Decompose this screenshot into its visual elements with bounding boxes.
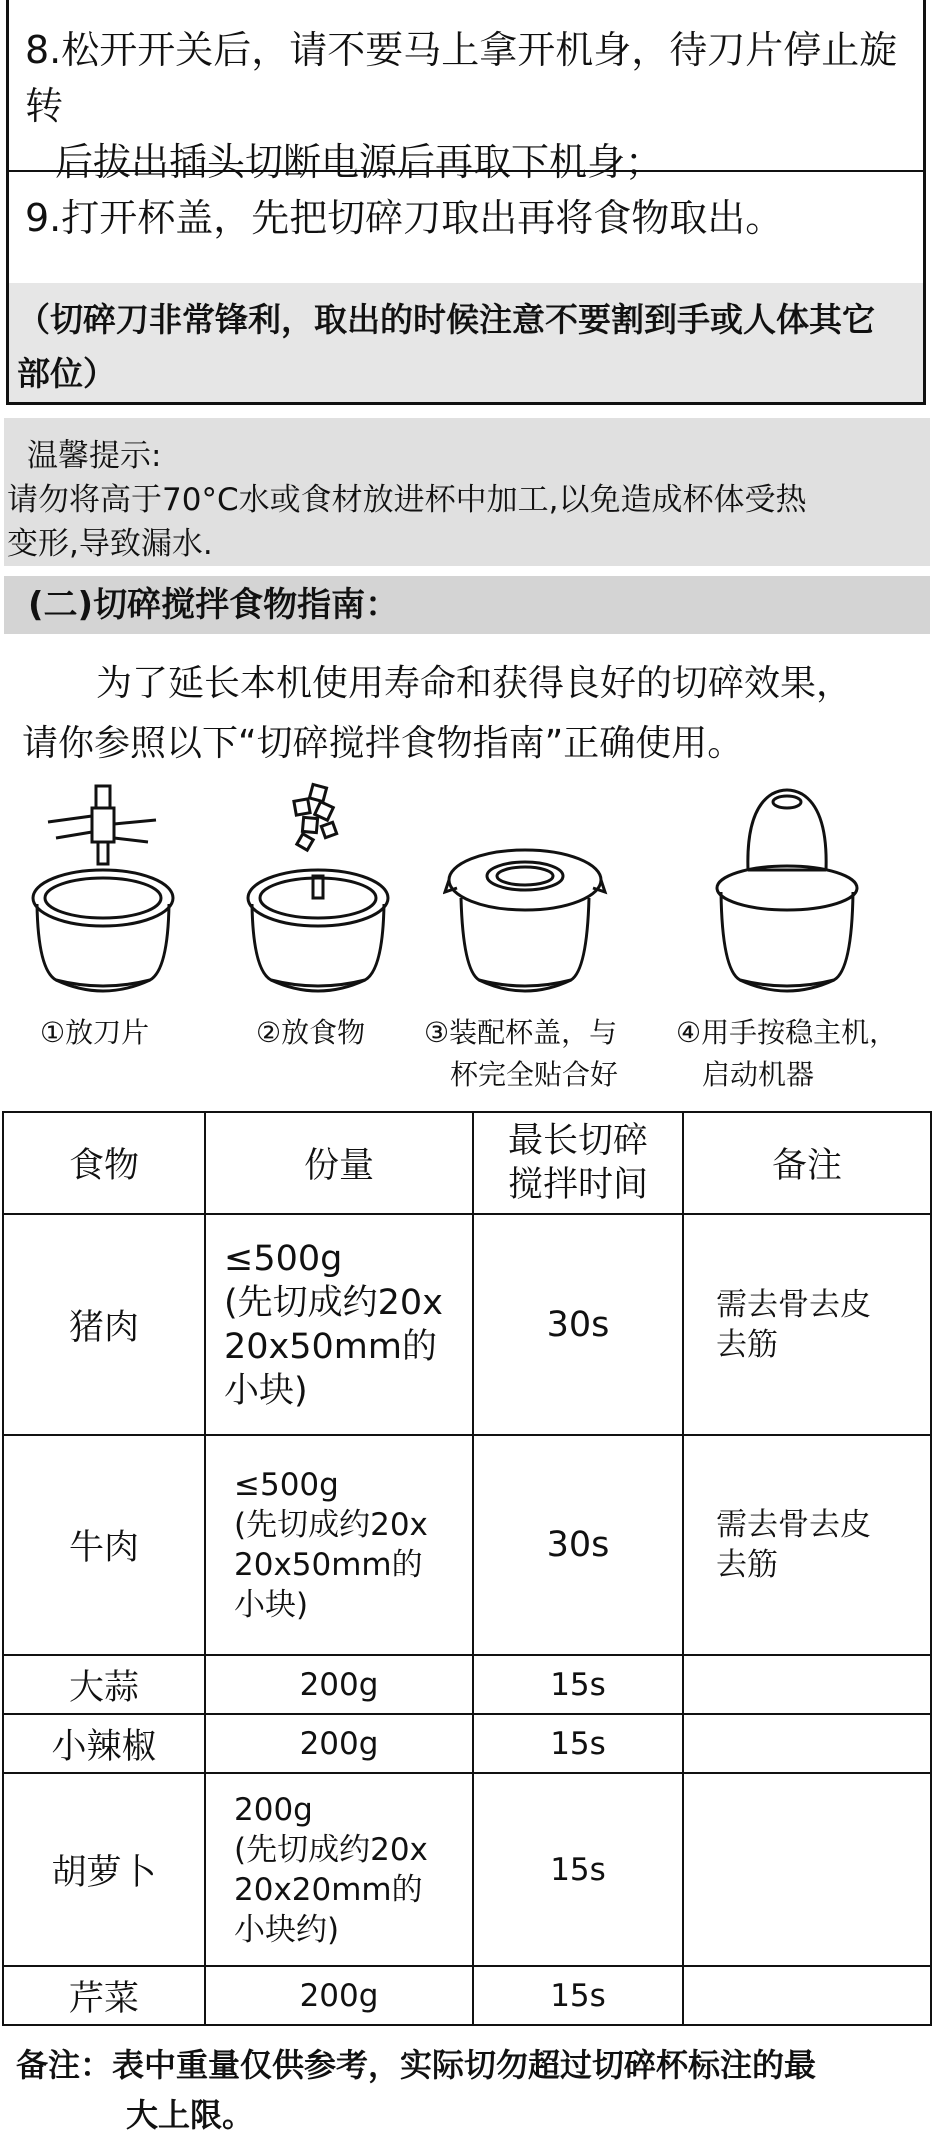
section-title: (二)切碎搅拌食物指南： xyxy=(4,576,930,634)
caption-3-line2: 杯完全贴合好 xyxy=(450,1058,619,1091)
note-line: 需去骨去皮 xyxy=(716,1507,871,1543)
steps-box xyxy=(6,0,926,405)
header-time-line1: 最长切碎 xyxy=(507,1121,648,1161)
caption-3-line1: ③装配杯盖，与 xyxy=(424,1016,618,1049)
cell-food: 小辣椒 xyxy=(3,1714,205,1773)
cell-food: 胡萝卜 xyxy=(3,1773,205,1966)
header-time xyxy=(473,1112,683,1214)
cell-time: 15s xyxy=(473,1655,683,1714)
table-row xyxy=(3,1714,931,1773)
table-row xyxy=(3,1435,931,1655)
step-9: 9.打开杯盖，先把切碎刀取出再将食物取出。 xyxy=(25,196,784,240)
intro-paragraph xyxy=(22,654,922,774)
cell-amount: 200g xyxy=(205,1966,473,2025)
caption-4-line1: ④用手按稳主机， xyxy=(676,1016,898,1049)
cell-amount xyxy=(205,1773,473,1966)
cell-note xyxy=(683,1214,931,1435)
cell-note xyxy=(683,1435,931,1655)
note-line: 去筋 xyxy=(716,1547,778,1583)
amount-line: 小块) xyxy=(234,1587,309,1623)
caption-2-line1: ②放食物 xyxy=(256,1016,366,1049)
illustration-caption-3 xyxy=(424,1012,618,1096)
amount-line: 小块约) xyxy=(234,1911,340,1948)
cell-note xyxy=(683,1773,931,1966)
tip-line1: 请勿将高于70°C水或食材放进杯中加工,以免造成杯体受热 xyxy=(7,482,807,518)
cell-time: 15s xyxy=(473,1966,683,2025)
cell-food: 牛肉 xyxy=(3,1435,205,1655)
illustration-caption-2 xyxy=(256,1012,365,1054)
table-row xyxy=(3,1214,931,1435)
note-line: 需去骨去皮 xyxy=(716,1286,871,1323)
cell-food: 大蒜 xyxy=(3,1655,205,1714)
amount-line: (先切成约20x xyxy=(234,1507,428,1543)
tip-title: 温馨提示: xyxy=(27,438,162,474)
motor-on-bowl-icon xyxy=(712,780,862,1010)
amount-line: 20x50mm的 xyxy=(224,1326,437,1367)
cell-amount: 200g xyxy=(205,1714,473,1773)
note-line: 去筋 xyxy=(716,1326,778,1363)
intro-line1: 为了延长本机使用寿命和获得良好的切碎效果， xyxy=(96,663,853,704)
amount-line: 20x20mm的 xyxy=(234,1871,423,1908)
header-note: 备注 xyxy=(683,1112,931,1214)
table-row xyxy=(3,1966,931,2025)
amount-line: (先切成约20x xyxy=(224,1282,443,1323)
cell-note xyxy=(683,1655,931,1714)
header-time-line2: 搅拌时间 xyxy=(507,1165,648,1205)
caption-1-line1: ①放刀片 xyxy=(40,1016,150,1049)
illustration-caption-1 xyxy=(40,1012,149,1054)
cell-time: 15s xyxy=(473,1773,683,1966)
cell-food: 猪肉 xyxy=(3,1214,205,1435)
amount-line: 小块) xyxy=(224,1370,308,1411)
table-row xyxy=(3,1655,931,1714)
step-8 xyxy=(25,22,915,190)
tip-line2: 变形,导致漏水. xyxy=(7,526,213,562)
caption-4-line2: 启动机器 xyxy=(702,1058,815,1091)
cell-time: 15s xyxy=(473,1714,683,1773)
amount-line: 200g xyxy=(234,1791,313,1828)
cell-amount xyxy=(205,1214,473,1435)
amount-line: ≤500g xyxy=(234,1467,339,1503)
intro-line2: 请你参照以下“切碎搅拌食物指南”正确使用。 xyxy=(22,723,744,764)
food-guide-table xyxy=(2,1111,932,2026)
amount-line: ≤500g xyxy=(224,1238,343,1279)
cell-amount xyxy=(205,1435,473,1655)
footnote-line2: 大上限。 xyxy=(126,2096,255,2134)
header-amount: 份量 xyxy=(205,1112,473,1214)
steps-divider xyxy=(9,170,923,172)
cell-note xyxy=(683,1714,931,1773)
bowl-with-lid-icon xyxy=(443,780,608,1010)
illustration-caption-4 xyxy=(676,1012,897,1096)
table-header-row xyxy=(3,1112,931,1214)
cell-note xyxy=(683,1966,931,2025)
illustration-row xyxy=(0,780,932,1095)
cell-time: 30s xyxy=(473,1214,683,1435)
blade-warning-line1: （切碎刀非常锋利，取出的时候注意不要割到手或人体其它 xyxy=(17,300,875,339)
food-in-bowl-icon xyxy=(243,780,393,1010)
cell-amount: 200g xyxy=(205,1655,473,1714)
step-8-line1: 8.松开开关后，请不要马上拿开机身，待刀片停止旋转 xyxy=(25,28,898,128)
amount-line: (先切成约20x xyxy=(234,1831,428,1868)
tip-box xyxy=(4,418,930,566)
table-row xyxy=(3,1773,931,1966)
blade-warning xyxy=(9,283,923,402)
table-footnote xyxy=(16,2040,916,2140)
amount-line: 20x50mm的 xyxy=(234,1547,423,1583)
blade-warning-line2: 部位） xyxy=(17,354,116,393)
cell-food: 芹菜 xyxy=(3,1966,205,2025)
cell-time: 30s xyxy=(473,1435,683,1655)
footnote-line1: 备注：表中重量仅供参考，实际切勿超过切碎杯标注的最 xyxy=(16,2046,817,2084)
step-8-line2: 后拔出插头切断电源后再取下机身； xyxy=(55,140,664,184)
blade-in-bowl-icon xyxy=(28,780,178,1010)
header-food: 食物 xyxy=(3,1112,205,1214)
